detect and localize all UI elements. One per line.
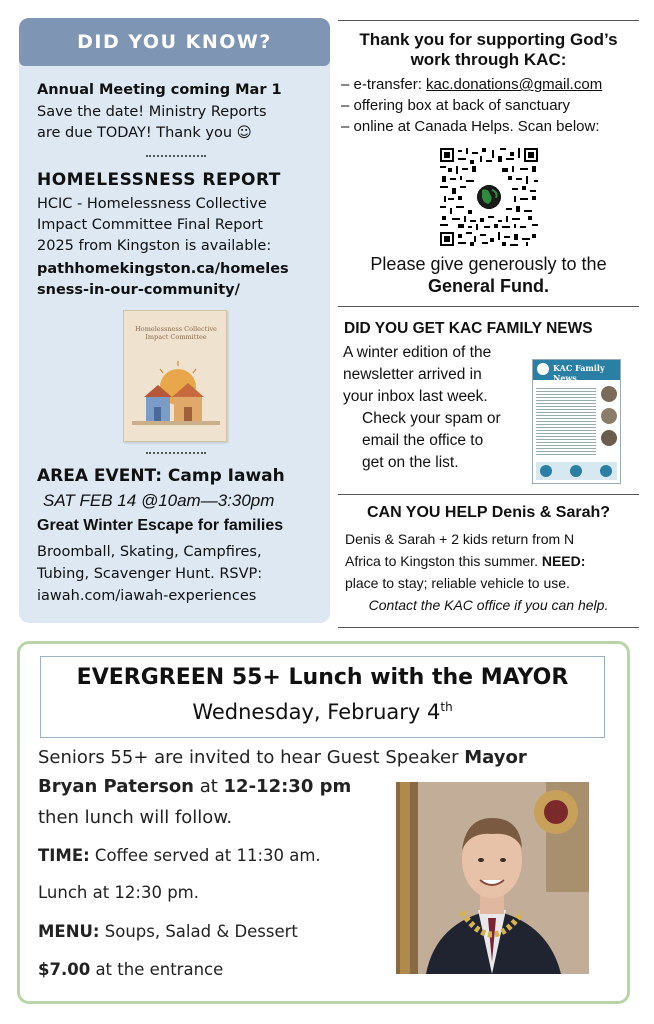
newsletter-thumb-photo — [601, 430, 617, 446]
support-title: Thank you for supporting God’s work through KAC: — [359, 30, 618, 69]
homelessness-line2: Impact Committee Final Report — [37, 217, 263, 233]
area-event-title: AREA EVENT: Camp Iawah — [37, 466, 285, 486]
homelessness-line3: 2025 from Kingston is available: — [37, 238, 272, 254]
homelessness-link-line2[interactable]: sness-in-our-community/ — [37, 282, 240, 298]
houses-sun-illustration — [132, 357, 220, 427]
evergreen-date: Wednesday, February 4th — [192, 700, 453, 724]
evergreen-price: $7.00 at the entrance — [38, 960, 224, 979]
evergreen-intro-line2: Bryan Paterson at 12-12:30 pm — [38, 776, 352, 797]
newsletter-thumb-footer — [536, 462, 617, 480]
evergreen-intro-line1: Seniors 55+ are invited to hear Guest Speaker Mayor — [38, 747, 527, 768]
area-event-line1: Broomball, Skating, Campfires, — [37, 544, 262, 560]
area-event-line2: Tubing, Scavenger Hunt. RSVP: — [37, 566, 263, 582]
family-news-body-2: Check your spam or email the office to get on the list. — [362, 410, 501, 471]
support-offering-box: – offering box at back of sanctuary — [341, 97, 571, 114]
help-body: Denis & Sarah + 2 kids return from N Africa to Kingston this summer. NEED: place to stay; reliable vehicle to use. — [345, 531, 586, 591]
report-cover-title-2: Impact Committee — [145, 333, 207, 341]
evergreen-intro-line3: then lunch will follow. — [38, 807, 233, 828]
give-generously: Please give generously to the General Fund. — [370, 254, 607, 296]
evergreen-lunch-time: Lunch at 12:30 pm. — [38, 883, 200, 902]
kac-logo-icon — [537, 363, 549, 375]
donation-email-link[interactable]: kac.donations@gmail.com — [426, 76, 603, 93]
homelessness-line1: HCIC - Homelessness Collective — [37, 196, 267, 212]
evergreen-menu: MENU: Soups, Salad & Dessert — [38, 922, 298, 941]
divider — [146, 155, 206, 157]
annual-meeting-line2: are due TODAY! Thank you ☺ — [37, 125, 252, 141]
report-cover-title-1: Homelessness Collective — [135, 325, 217, 333]
support-online: – online at Canada Helps. Scan below: — [341, 118, 600, 135]
qr-code[interactable] — [440, 148, 538, 246]
area-event-subtitle: Great Winter Escape for families — [37, 517, 284, 534]
help-title: CAN YOU HELP Denis & Sarah? — [366, 504, 611, 521]
mayor-portrait-illustration — [396, 782, 589, 974]
did-you-know-header: DID YOU KNOW? — [19, 18, 330, 66]
newsletter-thumb-text — [536, 386, 596, 456]
help-contact: Contact the KAC office if you can help. — [368, 597, 609, 613]
homelessness-report-title: HOMELESSNESS REPORT — [37, 170, 281, 190]
rule-line — [338, 494, 639, 495]
newsletter-thumb-photo — [601, 386, 617, 402]
area-event-date: SAT FEB 14 @10am—3:30pm — [43, 491, 275, 510]
family-news-body-1: A winter edition of the newsletter arrived in your inbox last week. — [343, 344, 492, 405]
annual-meeting-title: Annual Meeting coming Mar 1 — [37, 82, 282, 98]
evergreen-time: TIME: Coffee served at 11:30 am. — [38, 846, 321, 865]
divider — [146, 452, 206, 454]
mayor-photo — [396, 782, 589, 974]
rule-line — [338, 627, 639, 628]
newsletter-thumb-title: KAC Family News — [553, 363, 605, 383]
annual-meeting-line1: Save the date! Ministry Reports — [37, 104, 267, 120]
family-news-title: DID YOU GET KAC FAMILY NEWS — [344, 320, 593, 337]
area-event-link[interactable]: iawah.com/iawah-experiences — [37, 588, 257, 604]
support-etransfer: – e-transfer: kac.donations@gmail.com — [341, 76, 603, 93]
newsletter-thumb-photo — [601, 408, 617, 424]
did-you-know-panel — [19, 18, 330, 623]
newsletter-thumbnail[interactable] — [532, 359, 621, 484]
homelessness-link-line1[interactable]: pathhomekingston.ca/homeles — [37, 261, 289, 277]
evergreen-title: EVERGREEN 55+ Lunch with the MAYOR — [76, 665, 569, 690]
rule-line — [338, 20, 639, 21]
rule-line — [338, 306, 639, 307]
report-cover-image — [123, 310, 227, 442]
